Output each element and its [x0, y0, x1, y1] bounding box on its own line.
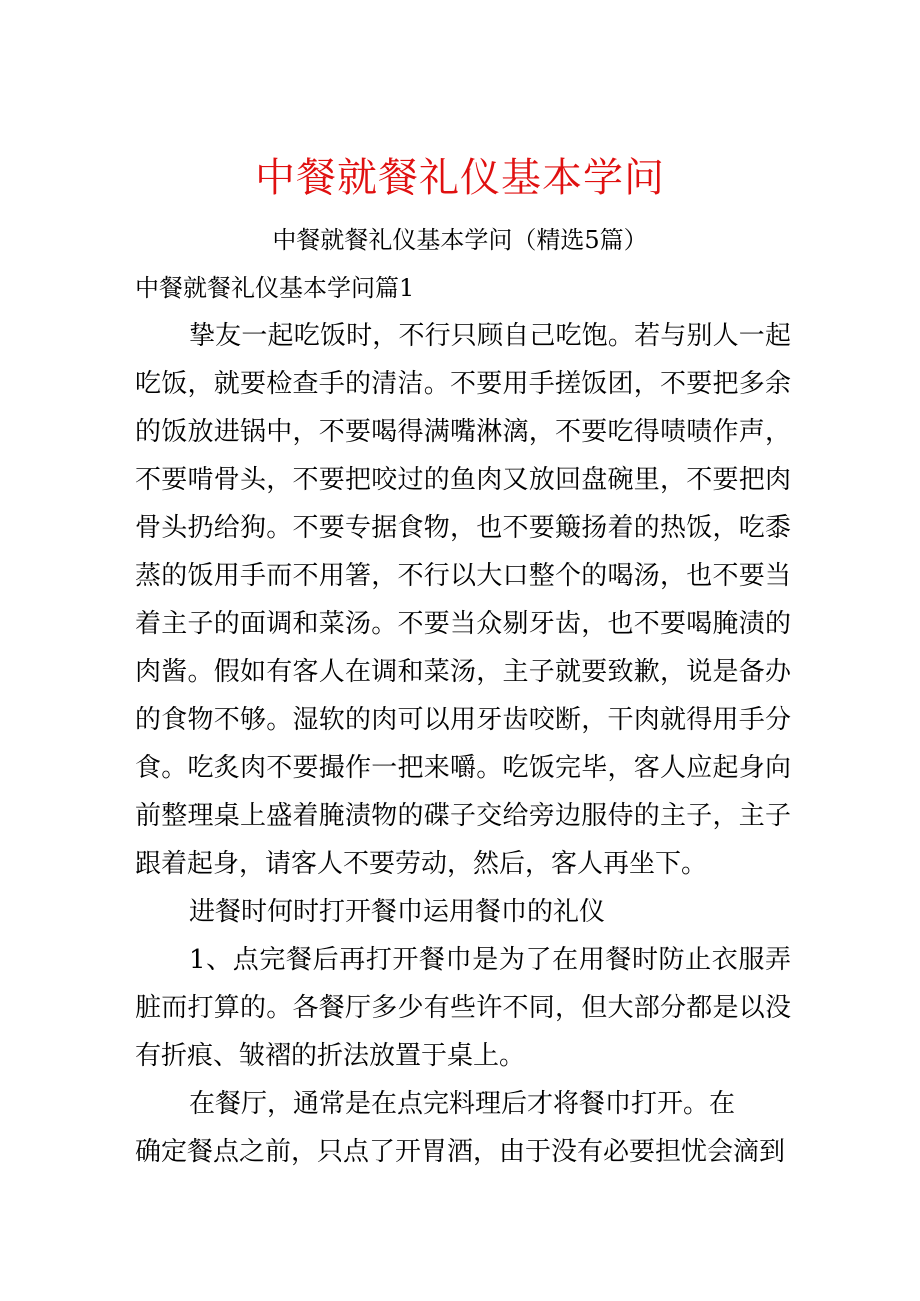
body-paragraph: 在餐厅，通常是在点完料理后才将餐巾打开。在: [189, 1089, 736, 1119]
body-paragraph: 挚友一起吃饭时，不行只顾自己吃饱。若与别人一起吃饭，就要检查手的清洁。不要用手搓饭团，不要把多余的饭放进锅中，不要喝得满嘴淋漓，不要吃得啧啧作声，不要啃骨头，不要把咬过的鱼肉又放回盘碗里，不要把肉骨头扔给狗。不要专据食物，也不要簸扬着的热饭，吃黍蒸的饭用手而不用箸，不行以大口整个的喝汤，也不要当着主子的面调和菜汤。不要当众剔牙齿，也不要喝腌渍的肉酱。假如有客人在调和菜汤，主子就要致歉，说是备办的食物不够。湿软的肉可以用牙齿咬断，干肉就得用手分食。吃炙肉不要撮作一把来嚼。吃饭完毕，客人应起身向前整理桌上盛着腌渍物的碟子交给旁边服侍的主子，主子跟着起身，请客人不要劳动，然后，客人再坐下。: [135, 321, 791, 879]
body-paragraph: 1、点完餐后再打开餐巾是为了在用餐时防止衣服弄脏而打算的。各餐厅多少有些许不同，但大部分都是以没有折痕、皱褶的折法放置于桌上。: [135, 945, 791, 1071]
body-paragraph-continuation: 确定餐点之前，只点了开胃酒，由于没有必要担忧会滴到: [135, 1137, 786, 1167]
document-subtitle: 中餐就餐礼仪基本学问（精选5篇）: [272, 226, 648, 254]
body-paragraph: 进餐时何时打开餐巾运用餐巾的礼仪: [189, 897, 606, 927]
section-heading: 中餐就餐礼仪基本学问篇1: [135, 274, 415, 302]
document-body: [135, 264, 791, 1176]
document-title: 中餐就餐礼仪基本学问: [255, 155, 665, 201]
